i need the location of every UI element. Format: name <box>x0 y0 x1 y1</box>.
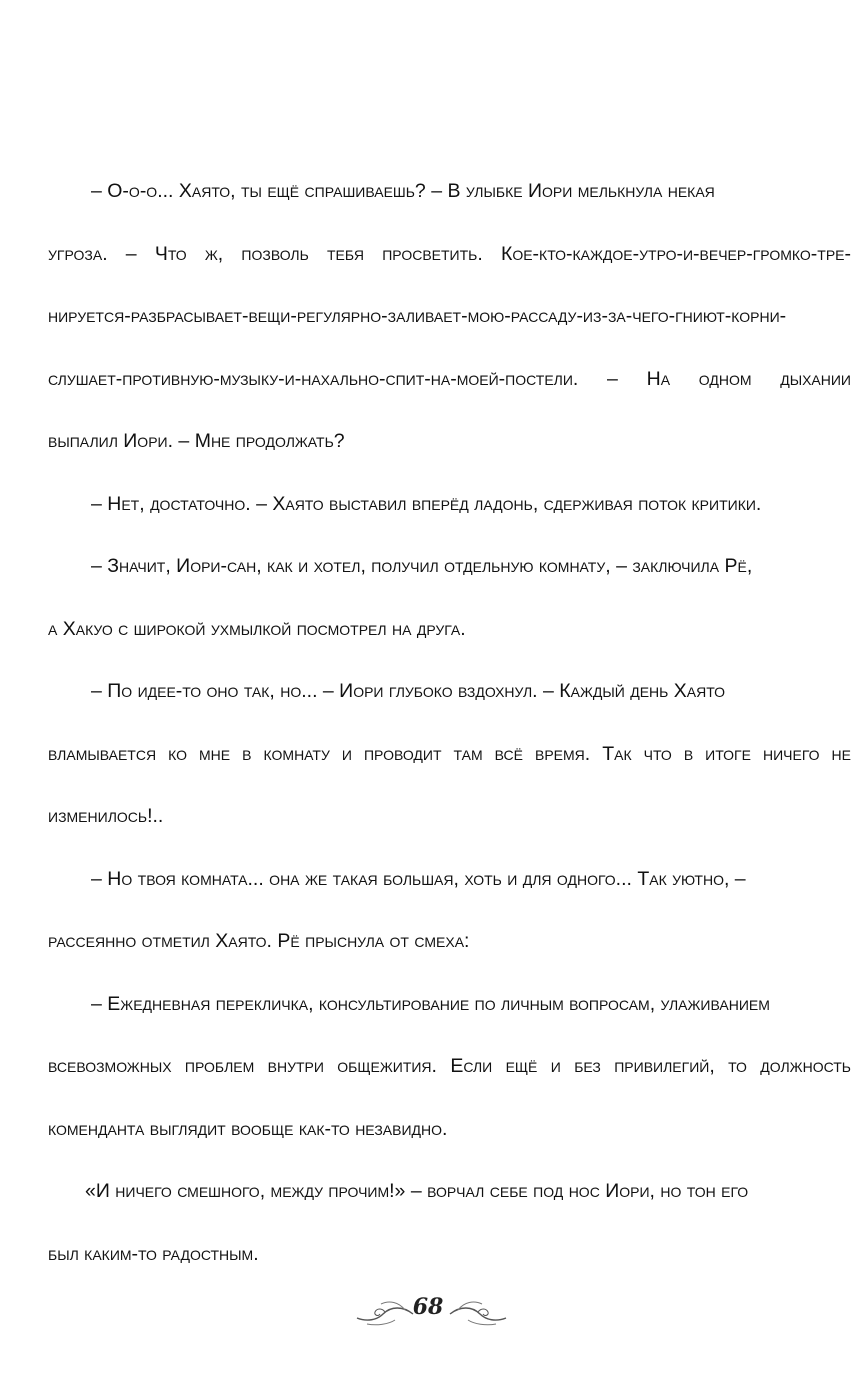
text-line: – Нет, достаточно. – Хаято выставил вперёд ладонь, сдерживая поток критики. <box>91 492 762 515</box>
text-line: угроза. – Что ж, позволь тебя просветить. Кое-кто-каждое-утро-и-вечер-громко-тре- <box>48 242 851 265</box>
text-line: нируется-разбрасывает-вещи-регулярно-заливает-мою-рассаду-из-за-чего-гниют-корни- <box>48 305 787 327</box>
text-line: изменилось!.. <box>48 805 164 827</box>
right-flourish-icon <box>448 1292 508 1332</box>
page-number: 68 <box>412 1294 444 1320</box>
text-line: коменданта выглядит вообще как-то незавидно. <box>48 1117 448 1140</box>
text-line: – О-о-о... Хаято, ты ещё спрашиваешь? – В улыбке Иори мелькнула некая <box>91 180 715 202</box>
text-line: «И ничего смешного, между прочим!» – ворчал себе под нос Иори, но тон его <box>85 1180 749 1202</box>
text-line: рассеянно отметил Хаято. Рё прыснула от смеха: <box>48 930 470 952</box>
text-line: слушает-противную-музыку-и-нахально-спит-на-моей-постели. – На одном дыхании <box>48 367 851 390</box>
page-footer <box>0 1288 867 1338</box>
page-text <box>48 160 851 1285</box>
text-line: – Но твоя комната... она же такая большая, хоть и для одного... Так уютно, – <box>91 867 746 890</box>
text-line: вламывается ко мне в комнату и проводит там всё время. Так что в итоге ничего не <box>48 742 851 765</box>
text-line: а Хакуо с широкой ухмылкой посмотрел на друга. <box>48 617 466 640</box>
text-line: был каким-то радостным. <box>48 1242 259 1265</box>
text-line: всевозможных проблем внутри общежития. Если ещё и без привилегий, то должность <box>48 1055 851 1077</box>
text-line: – По идее-то оно так, но... – Иори глубоко вздохнул. – Каждый день Хаято <box>91 680 726 702</box>
text-line: выпалил Иори. – Мне продолжать? <box>48 430 345 452</box>
text-line: – Значит, Иори-сан, как и хотел, получил отдельную комнату, – заключила Рё, <box>91 555 753 577</box>
text-line: – Ежедневная перекличка, консультирование по личным вопросам, улаживанием <box>91 992 770 1015</box>
